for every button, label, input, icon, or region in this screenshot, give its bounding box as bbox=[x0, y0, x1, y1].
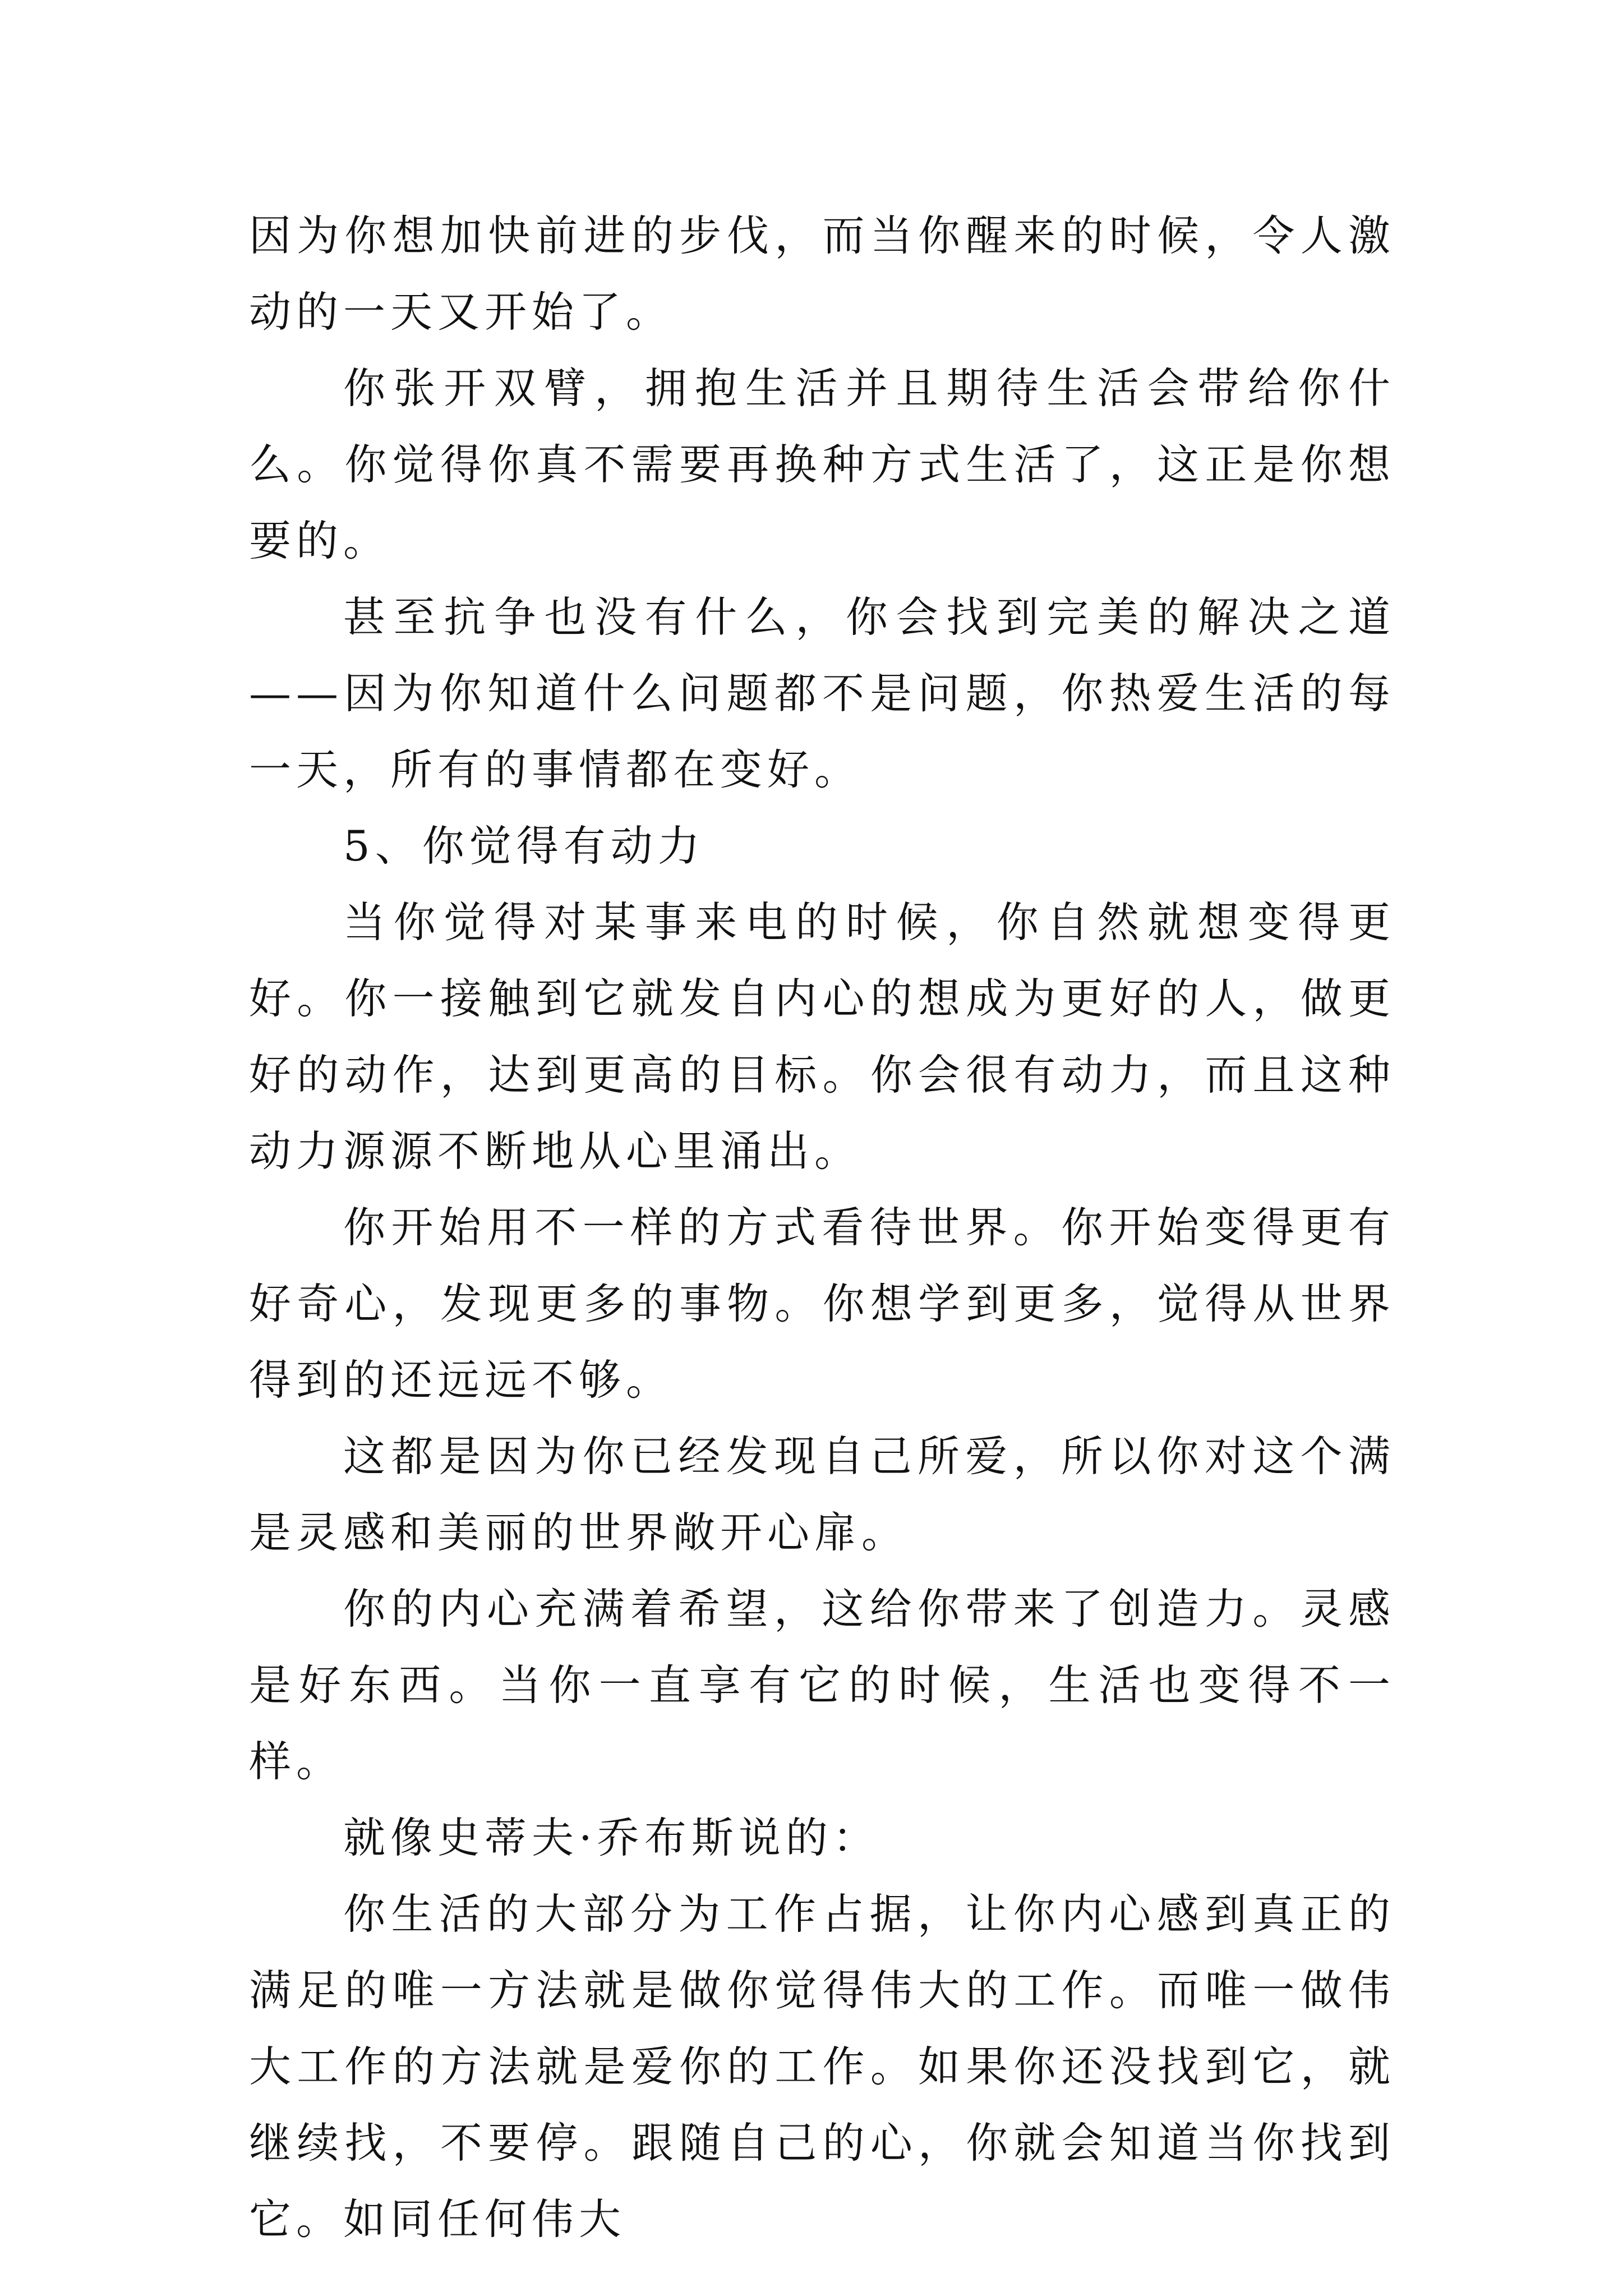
paragraph: 因为你想加快前进的步伐，而当你醒来的时候，令人激动的一天又开始了。 bbox=[249, 211, 1395, 337]
paragraph: 你张开双臂，拥抱生活并且期待生活会带给你什么。你觉得你真不需要再换种方式生活了，这正是你想要的。 bbox=[249, 364, 1395, 565]
quote-paragraph: 你生活的大部分为工作占据，让你内心感到真正的满足的唯一方法就是做你觉得伟大的工作。而唯一做伟大工作的方法就是爱你的工作。如果你还没找到它，就继续找，不要停。跟随自己的心，你就会知道当你找到它。如同任何伟大 bbox=[249, 1889, 1395, 2244]
paragraph: 这都是因为你已经发现自己所爱，所以你对这个满是灵感和美丽的世界敞开心扉。 bbox=[249, 1432, 1395, 1557]
paragraph: 甚至抗争也没有什么，你会找到完美的解决之道——因为你知道什么问题都不是问题，你热爱生活的每一天，所有的事情都在变好。 bbox=[249, 592, 1395, 794]
paragraph: 当你觉得对某事来电的时候，你自然就想变得更好。你一接触到它就发自内心的想成为更好的人，做更好的动作，达到更高的目标。你会很有动力，而且这种动力源源不断地从心里涌出。 bbox=[249, 898, 1395, 1176]
paragraph: 你的内心充满着希望，这给你带来了创造力。灵感是好东西。当你一直享有它的时候，生活也变得不一样。 bbox=[249, 1584, 1395, 1786]
body-text bbox=[249, 197, 1395, 2257]
quote-intro: 就像史蒂夫·乔布斯说的： bbox=[343, 1813, 880, 1862]
paragraph: 你开始用不一样的方式看待世界。你开始变得更有好奇心，发现更多的事物。你想学到更多，觉得从世界得到的还远远不够。 bbox=[249, 1203, 1395, 1405]
section-heading: 5、你觉得有动力 bbox=[343, 821, 705, 871]
